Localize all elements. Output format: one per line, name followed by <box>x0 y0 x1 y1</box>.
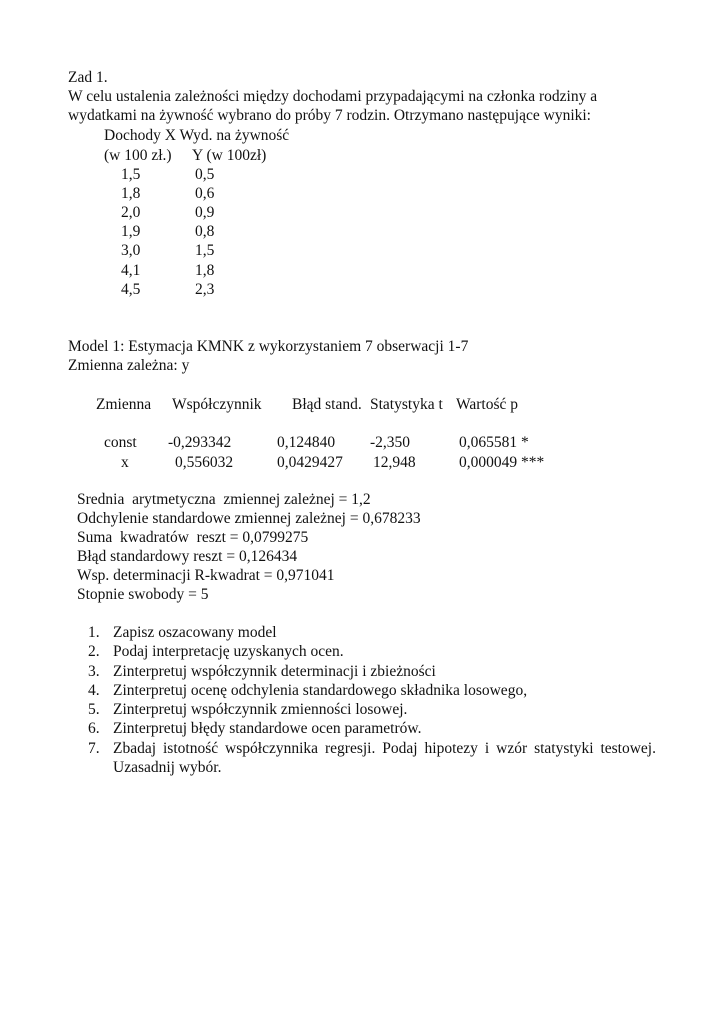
list-item <box>88 623 656 642</box>
data-x-value: 3,0 <box>121 242 141 259</box>
list-item-number: 5. <box>88 701 100 719</box>
data-y-value: 1,5 <box>195 242 215 259</box>
regression-cell-se: 0,124840 <box>277 434 336 451</box>
list-item-text: Zinterpretuj ocenę odchylenia standardowego składnika losowego, <box>113 681 528 699</box>
stat-line: Srednia arytmetyczna zmiennej zależnej = 1,2 <box>77 491 371 508</box>
regression-cell-var: x <box>121 454 129 471</box>
stat-line: Suma kwadratów reszt = 0,0799275 <box>77 529 309 546</box>
data-y-value: 0,8 <box>195 223 215 240</box>
data-y-value: 0,6 <box>195 185 215 202</box>
regression-header: Współczynnik <box>172 396 262 413</box>
data-x-value: 1,8 <box>121 185 141 202</box>
data-x-value: 4,1 <box>121 262 141 279</box>
data-x-value: 4,5 <box>121 281 141 298</box>
list-item-text: Zinterpretuj błędy standardowe ocen parametrów. <box>113 720 422 738</box>
stat-line: Błąd standardowy reszt = 0,126434 <box>77 548 298 565</box>
list-item <box>88 700 656 719</box>
data-y-value: 1,8 <box>195 262 215 279</box>
regression-header: Statystyka t <box>370 396 443 413</box>
list-item-number: 1. <box>88 624 100 641</box>
regression-cell-se: 0,0429427 <box>277 454 343 471</box>
regression-cell-coef: 0,556032 <box>175 454 234 471</box>
data-x-value: 1,9 <box>121 223 141 240</box>
regression-header: Zmienna <box>96 396 152 413</box>
regression-cell-t: 12,948 <box>373 454 416 471</box>
list-item-text: Podaj interpretację uzyskanych ocen. <box>113 643 344 661</box>
model-title: Model 1: Estymacja KMNK z wykorzystaniem 7 obserwacji 1-7 <box>68 338 469 355</box>
list-item-text: Zbadaj istotność współczynnika regresji. Podaj hipotezy i wzór statystyki testowej. Uzasadnij wybór. <box>113 739 656 777</box>
list-item <box>88 662 656 681</box>
list-item-number: 7. <box>88 739 100 757</box>
stat-line: Stopnie swobody = 5 <box>77 586 209 603</box>
data-table-x-unit: (w 100 zł.) <box>104 147 172 164</box>
regression-cell-p: 0,000049 *** <box>459 454 545 471</box>
data-y-value: 0,5 <box>195 166 215 183</box>
list-item-text: Zapisz oszacowany model <box>113 624 277 641</box>
task-intro: W celu ustalenia zależności między dochodami przypadającymi na członka rodziny a wydatkami na żywność wybrano do próby 7 rodzin. Otrzymano następujące wyniki: <box>68 88 598 125</box>
list-item-text: Zinterpretuj współczynnik zmienności losowej. <box>113 701 408 719</box>
list-item-text: Zinterpretuj współczynnik determinacji i zbieżności <box>113 662 436 680</box>
list-item <box>88 739 656 778</box>
data-y-value: 2,3 <box>195 281 215 298</box>
regression-cell-coef: -0,293342 <box>168 434 232 451</box>
model-dependent-variable: Zmienna zależna: y <box>68 357 190 374</box>
data-table-header: Dochody X Wyd. na żywność <box>104 127 290 144</box>
data-x-value: 1,5 <box>121 166 141 183</box>
list-item-number: 3. <box>88 662 100 680</box>
list-item-number: 6. <box>88 720 100 738</box>
data-table-y-unit: Y (w 100zł) <box>192 147 267 164</box>
task-list <box>88 623 656 777</box>
regression-header: Wartość p <box>456 396 519 413</box>
data-y-value: 0,9 <box>195 204 215 221</box>
regression-cell-var: const <box>104 434 137 451</box>
regression-cell-p: 0,065581 * <box>459 434 529 451</box>
regression-cell-t: -2,350 <box>370 434 411 451</box>
list-item <box>88 681 656 700</box>
list-item-number: 4. <box>88 681 100 699</box>
list-item <box>88 642 656 661</box>
stat-line: Odchylenie standardowe zmiennej zależnej = 0,678233 <box>77 510 421 527</box>
list-item <box>88 719 656 738</box>
task-title: Zad 1. <box>68 69 108 86</box>
regression-header: Błąd stand. <box>292 396 362 413</box>
stat-line: Wsp. determinacji R-kwadrat = 0,971041 <box>77 567 335 584</box>
list-item-number: 2. <box>88 643 100 661</box>
data-x-value: 2,0 <box>121 204 141 221</box>
